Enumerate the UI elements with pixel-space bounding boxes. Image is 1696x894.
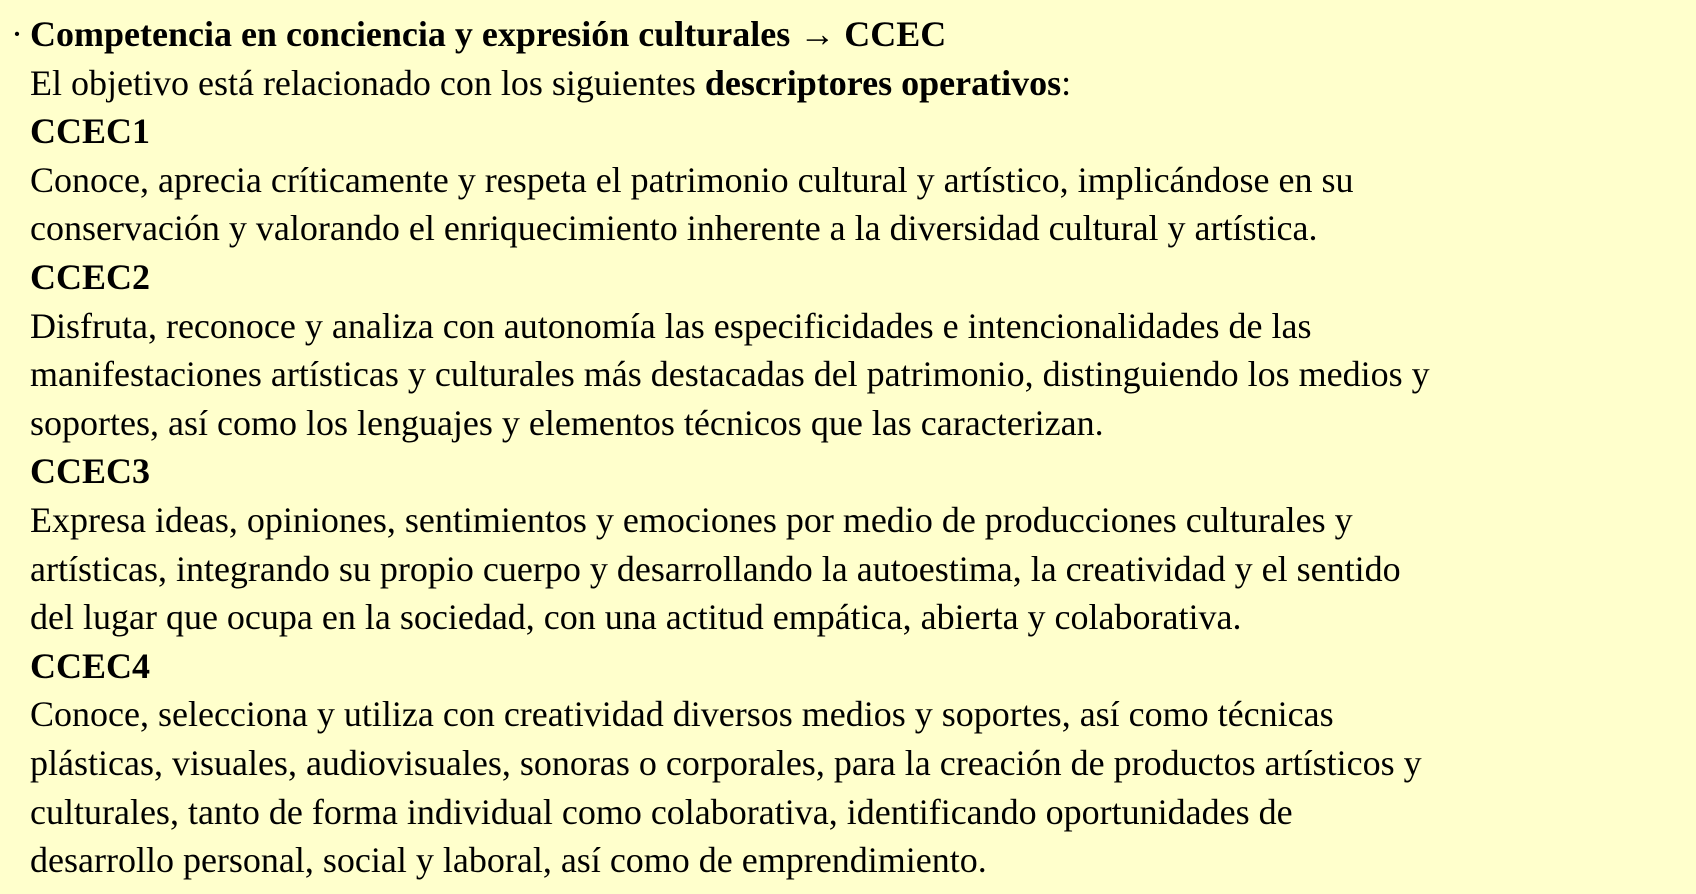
- descriptor-description: [30, 496, 1672, 642]
- descriptor-ccec2: [30, 253, 1672, 447]
- description-line: manifestaciones artísticas y culturales más destacadas del patrimonio, distinguiendo los medios y: [30, 354, 1430, 395]
- descriptor-code: CCEC3: [30, 451, 151, 492]
- descriptors-operativos-emphasis: descriptores operativos: [704, 62, 1062, 103]
- description-line: Disfruta, reconoce y analiza con autonomía las especificidades e intencionalidades de las: [30, 305, 1312, 346]
- descriptor-ccec4: [30, 642, 1672, 885]
- description-line: Conoce, aprecia críticamente y respeta el patrimonio cultural y artístico, implicándose en su: [30, 159, 1354, 200]
- descriptor-ccec1: [30, 107, 1672, 253]
- intro-sentence: [30, 59, 1672, 108]
- description-line: artísticas, integrando su propio cuerpo y desarrollando la autoestima, la creatividad y el sentido: [30, 548, 1401, 589]
- intro-prefix: El objetivo está relacionado con los siguientes: [30, 62, 705, 103]
- descriptor-description: [30, 302, 1672, 448]
- description-line: del lugar que ocupa en la sociedad, con una actitud empática, abierta y colaborativa.: [30, 597, 1242, 638]
- descriptor-description: [30, 156, 1672, 253]
- description-line: Conoce, selecciona y utiliza con creatividad diversos medios y soportes, así como técnicas: [30, 694, 1334, 735]
- competence-heading: Competencia en conciencia y expresión culturales → CCEC: [30, 14, 947, 54]
- description-line: desarrollo personal, social y laboral, así como de emprendimiento.: [30, 840, 987, 881]
- description-line: Expresa ideas, opiniones, sentimientos y emociones por medio de producciones culturales y: [30, 499, 1353, 540]
- description-line: soportes, así como los lenguajes y elementos técnicos que las caracterizan.: [30, 402, 1104, 443]
- description-line: conservación y valorando el enriquecimiento inherente a la diversidad cultural y artística.: [30, 208, 1318, 249]
- descriptor-code: CCEC1: [30, 111, 151, 152]
- intro-suffix: :: [1061, 62, 1072, 103]
- descriptor-ccec3: [30, 447, 1672, 641]
- descriptor-code: CCEC2: [30, 256, 151, 297]
- heading-bullet: ·: [11, 14, 23, 54]
- competence-heading-line: [11, 10, 1672, 59]
- descriptor-code: CCEC4: [30, 645, 151, 686]
- description-line: culturales, tanto de forma individual como colaborativa, identificando oportunidades de: [30, 791, 1293, 832]
- descriptor-description: [30, 690, 1672, 884]
- description-line: plásticas, visuales, audiovisuales, sonoras o corporales, para la creación de productos artísticos y: [30, 742, 1422, 783]
